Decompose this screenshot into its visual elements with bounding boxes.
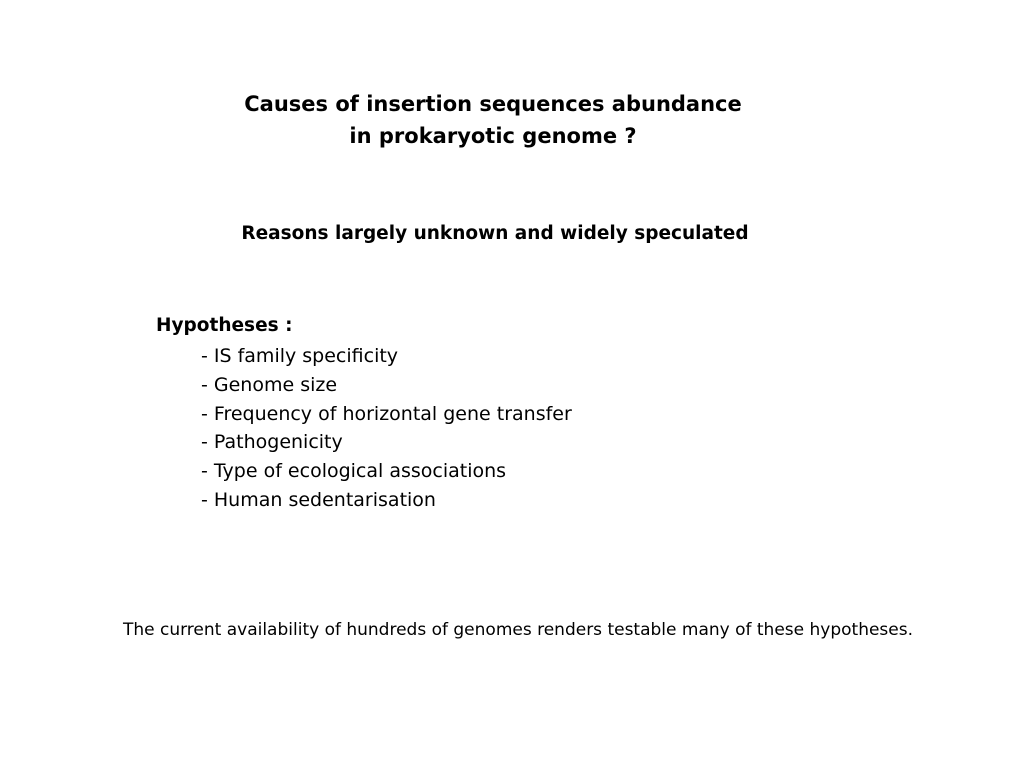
- hypothesis-item: - Frequency of horizontal gene transfer: [201, 402, 572, 425]
- hypotheses-list: [201, 342, 572, 515]
- hypothesis-item: - Type of ecological associations: [201, 460, 507, 483]
- conclusion-text: The current availability of hundreds of genomes renders testable many of these hypotheses.: [122, 620, 914, 640]
- slide-title-line-2: in prokaryotic genome ?: [349, 124, 637, 148]
- slide-title: [0, 88, 986, 152]
- hypothesis-item: - Human sedentarisation: [201, 488, 436, 511]
- hypothesis-item: - IS family specificity: [201, 345, 399, 367]
- slide-subtitle: Reasons largely unknown and widely speculated: [241, 223, 749, 244]
- hypothesis-item: - Pathogenicity: [201, 431, 343, 454]
- hypothesis-item: - Genome size: [201, 373, 338, 396]
- hypotheses-heading: Hypotheses :: [156, 315, 293, 336]
- slide-title-line-1: Causes of insertion sequences abundance: [244, 92, 742, 116]
